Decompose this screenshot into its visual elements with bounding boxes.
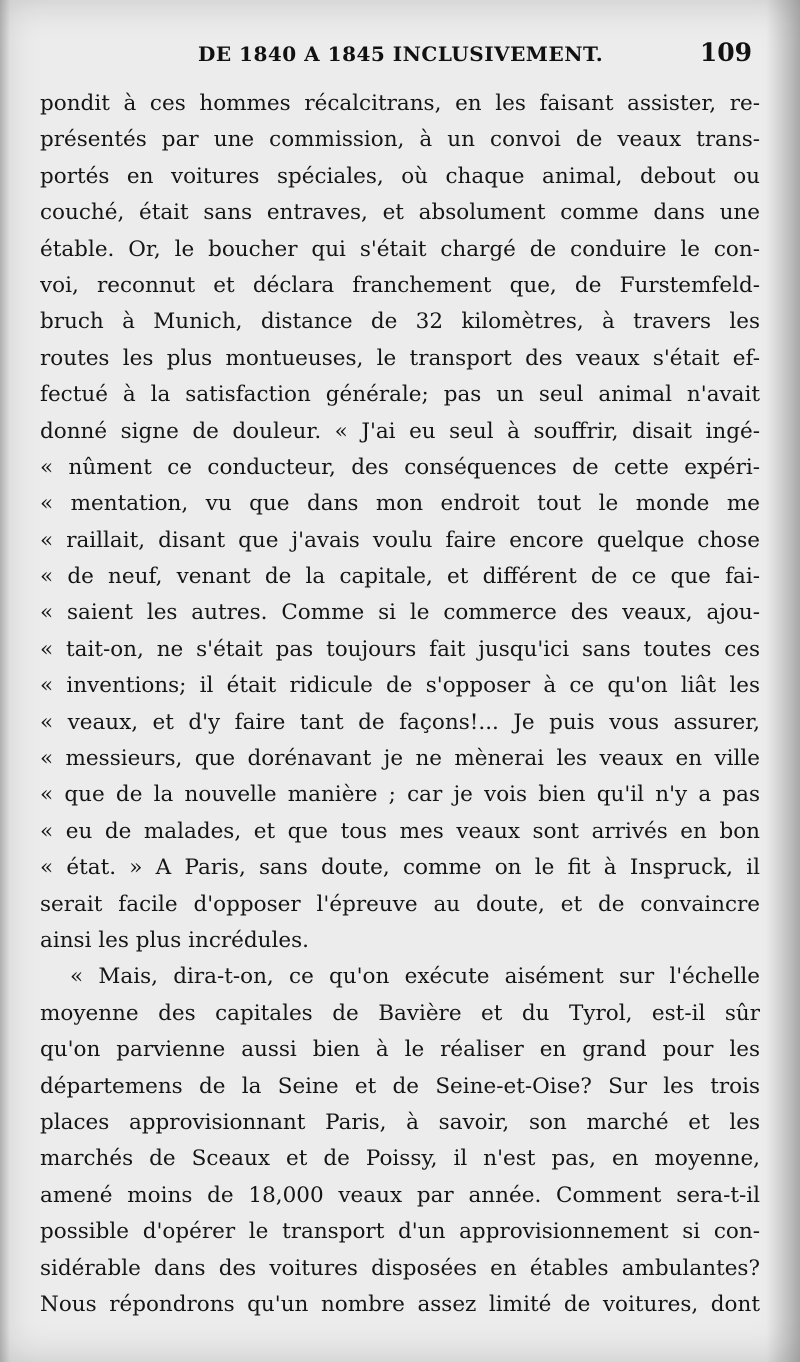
text-line: moyenne des capitales de Bavière et du Tyrol, est-il sûr — [40, 1000, 760, 1026]
text-line: sidérable dans des voitures disposées en étables ambulantes? — [40, 1255, 760, 1281]
text-line: portés en voitures spéciales, où chaque animal, debout ou — [40, 163, 760, 189]
page-number: 109 — [699, 38, 752, 67]
text-line: « que de la nouvelle manière ; car je vois bien qu'il n'y a pas — [40, 782, 760, 808]
text-line: « messieurs, que dorénavant je ne mènerai les veaux en ville — [40, 746, 760, 772]
body-text — [40, 86, 760, 1323]
text-line: marchés de Sceaux et de Poissy, il n'est pas, en moyenne, — [40, 1146, 760, 1172]
text-line: Nous répondrons qu'un nombre assez limité de voitures, dont — [40, 1291, 760, 1317]
text-line: amené moins de 18,000 veaux par année. Comment sera-t-il — [40, 1182, 760, 1208]
text-line: « Mais, dira-t-on, ce qu'on exécute aisément sur l'échelle — [70, 964, 760, 990]
text-line: « veaux, et d'y faire tant de façons!... Je puis vous assurer, — [40, 709, 760, 735]
text-line: bruch à Munich, distance de 32 kilomètres, à travers les — [40, 309, 760, 335]
text-line: donné signe de douleur. « J'ai eu seul à souffrir, disait ingé- — [40, 418, 760, 444]
text-line: « de neuf, venant de la capitale, et différent de ce que fai- — [40, 564, 760, 590]
text-line: « nûment ce conducteur, des conséquences de cette expéri- — [40, 454, 760, 480]
text-line: fectué à la satisfaction générale; pas un seul animal n'avait — [40, 382, 760, 408]
text-line: « inventions; il était ridicule de s'opposer à ce qu'on liât les — [40, 673, 760, 699]
text-line: « mentation, vu que dans mon endroit tout le monde me — [40, 491, 760, 517]
text-line: « raillait, disant que j'avais voulu faire encore quelque chose — [40, 527, 760, 553]
running-head — [40, 36, 760, 72]
text-line: voi, reconnut et déclara franchement que, de Furstemfeld- — [40, 272, 760, 298]
text-line: « eu de malades, et que tous mes veaux sont arrivés en bon — [40, 818, 760, 844]
text-line: routes les plus montueuses, le transport des veaux s'était ef- — [40, 345, 760, 371]
text-line: départemens de la Seine et de Seine-et-Oise? Sur les trois — [40, 1073, 760, 1099]
text-line: possible d'opérer le transport d'un approvisionnement si con- — [40, 1219, 760, 1245]
text-line: pondit à ces hommes récalcitrans, en les faisant assister, re- — [40, 91, 760, 116]
text-line: « état. » A Paris, sans doute, comme on le fit à Inspruck, il — [40, 855, 760, 881]
text-line: serait facile d'opposer l'épreuve au doute, et de convaincre — [40, 891, 760, 917]
text-line: ainsi les plus incrédules. — [40, 927, 309, 953]
text-line: places approvisionnant Paris, à savoir, son marché et les — [40, 1109, 760, 1135]
text-line: étable. Or, le boucher qui s'était chargé de conduire le con- — [40, 236, 760, 262]
running-title: DE 1840 A 1845 INCLUSIVEMENT. — [198, 42, 604, 66]
text-line: présentés par une commission, à un convoi de veaux trans- — [40, 127, 760, 153]
text-line: « saient les autres. Comme si le commerce des veaux, ajou- — [40, 600, 760, 626]
text-line: couché, était sans entraves, et absolument comme dans une — [40, 200, 760, 226]
text-line: « tait-on, ne s'était pas toujours fait jusqu'ici sans toutes ces — [40, 636, 760, 662]
text-line: qu'on parvienne aussi bien à le réaliser en grand pour les — [40, 1037, 760, 1063]
